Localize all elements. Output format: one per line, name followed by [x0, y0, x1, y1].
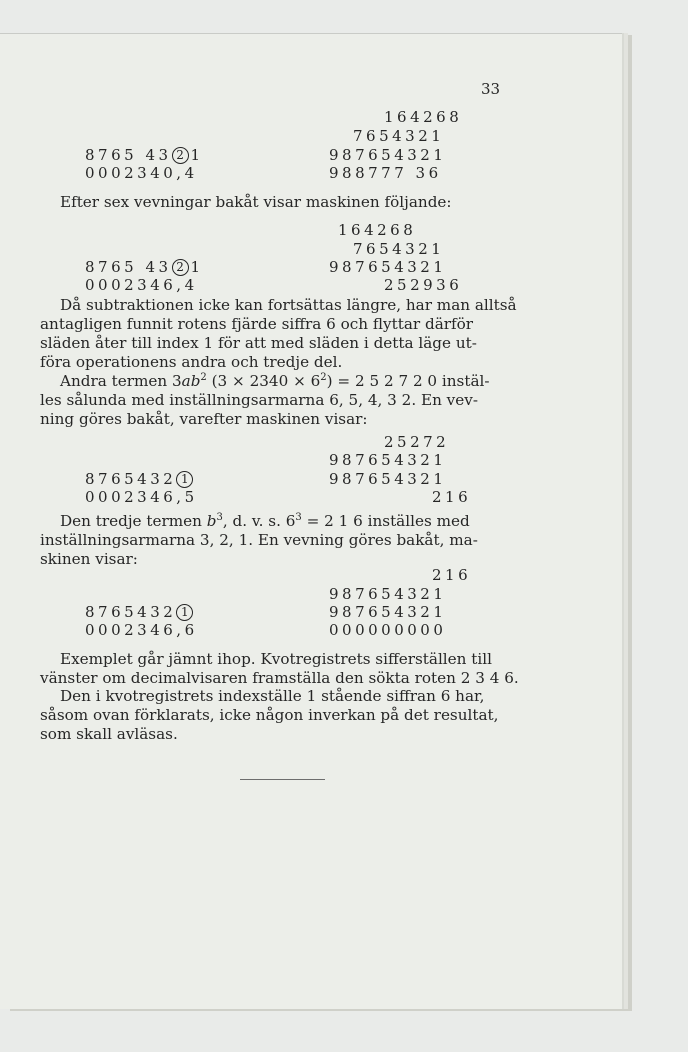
block1-right-index: 987654321	[329, 146, 447, 164]
para4-line: Den i kvotregistrets indexställe 1 stående siffran 6 har,	[60, 687, 485, 705]
para4-line: Exemplet går jämnt ihop. Kvotregistrets sifferställen till	[60, 650, 492, 668]
block4-left-value: 0002346,6	[85, 621, 198, 639]
para3-line2: inställningsarmarna 3, 2, 1. En vevning göres bakåt, ma-	[40, 531, 478, 549]
block2-left-index: 8765 43 2 1	[85, 258, 204, 276]
block2-top2: 7654321	[353, 240, 445, 258]
block4-left-index: 8765432 1	[85, 603, 195, 621]
block4-top2: 987654321	[329, 585, 447, 603]
text-sex-vevningar: Efter sex vevningar bakåt visar maskinen följande:	[60, 193, 452, 211]
para2-line1: Andra termen $3ab^2$ $(3 \times 2340 \times 6^2) = 2$ 5 2 7 2 0 instäl-	[60, 371, 490, 390]
block3-left-index: 8765432 1	[85, 470, 195, 488]
para3-line1: Den tredje termen $b^3$, d. v. s. $6^3 = 2$ 1 6 inställes med	[60, 511, 470, 530]
block3-top1: 25272	[384, 433, 450, 451]
para4-line: vänster om decimalvisaren framställa den sökta roten 2 3 4 6.	[40, 669, 519, 687]
block2-top1: 164268	[338, 221, 417, 239]
para2-line3: ning göres bakåt, varefter maskinen visar:	[40, 410, 368, 428]
block2-right-value: 252936	[384, 276, 463, 294]
block2-left-value: 0002346,4	[85, 276, 198, 294]
block1-top1: 164268	[384, 108, 463, 126]
para1-line: släden åter till index 1 för att med släden i detta läge ut-	[40, 334, 477, 352]
page-number: 33	[481, 80, 501, 98]
para1-line: antagligen funnit rotens fjärde siffra 6 och flyttar därför	[40, 315, 474, 333]
block1-left-index: 8765 43 2 1	[85, 146, 204, 164]
circled-digit-icon: 2	[172, 147, 189, 164]
block3-right-index: 987654321	[329, 470, 447, 488]
block3-left-value: 0002346,5	[85, 488, 198, 506]
circled-digit-icon: 1	[176, 604, 193, 621]
para2-line2: les sålunda med inställningsarmarna 6, 5, 4, 3 2. En vev-	[40, 391, 478, 409]
block4-right-value: 000000000	[329, 621, 447, 639]
circled-digit-icon: 2	[172, 259, 189, 276]
block1-top2: 7654321	[353, 127, 445, 145]
para3-line3: skinen visar:	[40, 550, 138, 568]
block4-top1: 216	[432, 566, 472, 584]
block1-left-value: 0002340,4	[85, 164, 198, 182]
para1-line: Då subtraktionen icke kan fortsättas längre, har man alltså	[60, 296, 517, 314]
block3-top2: 987654321	[329, 451, 447, 469]
block4-right-index: 987654321	[329, 603, 447, 621]
para4-line: såsom ovan förklarats, icke någon inverkan på det resultat,	[40, 706, 499, 724]
circled-digit-icon: 1	[176, 471, 193, 488]
para1-line: föra operationens andra och tredje del.	[40, 353, 343, 371]
block2-right-index: 987654321	[329, 258, 447, 276]
block1-right-value: 988777 36	[329, 164, 442, 182]
divider-rule	[240, 779, 325, 780]
block3-right-value: 216	[432, 488, 472, 506]
para4-line: som skall avläsas.	[40, 725, 178, 743]
